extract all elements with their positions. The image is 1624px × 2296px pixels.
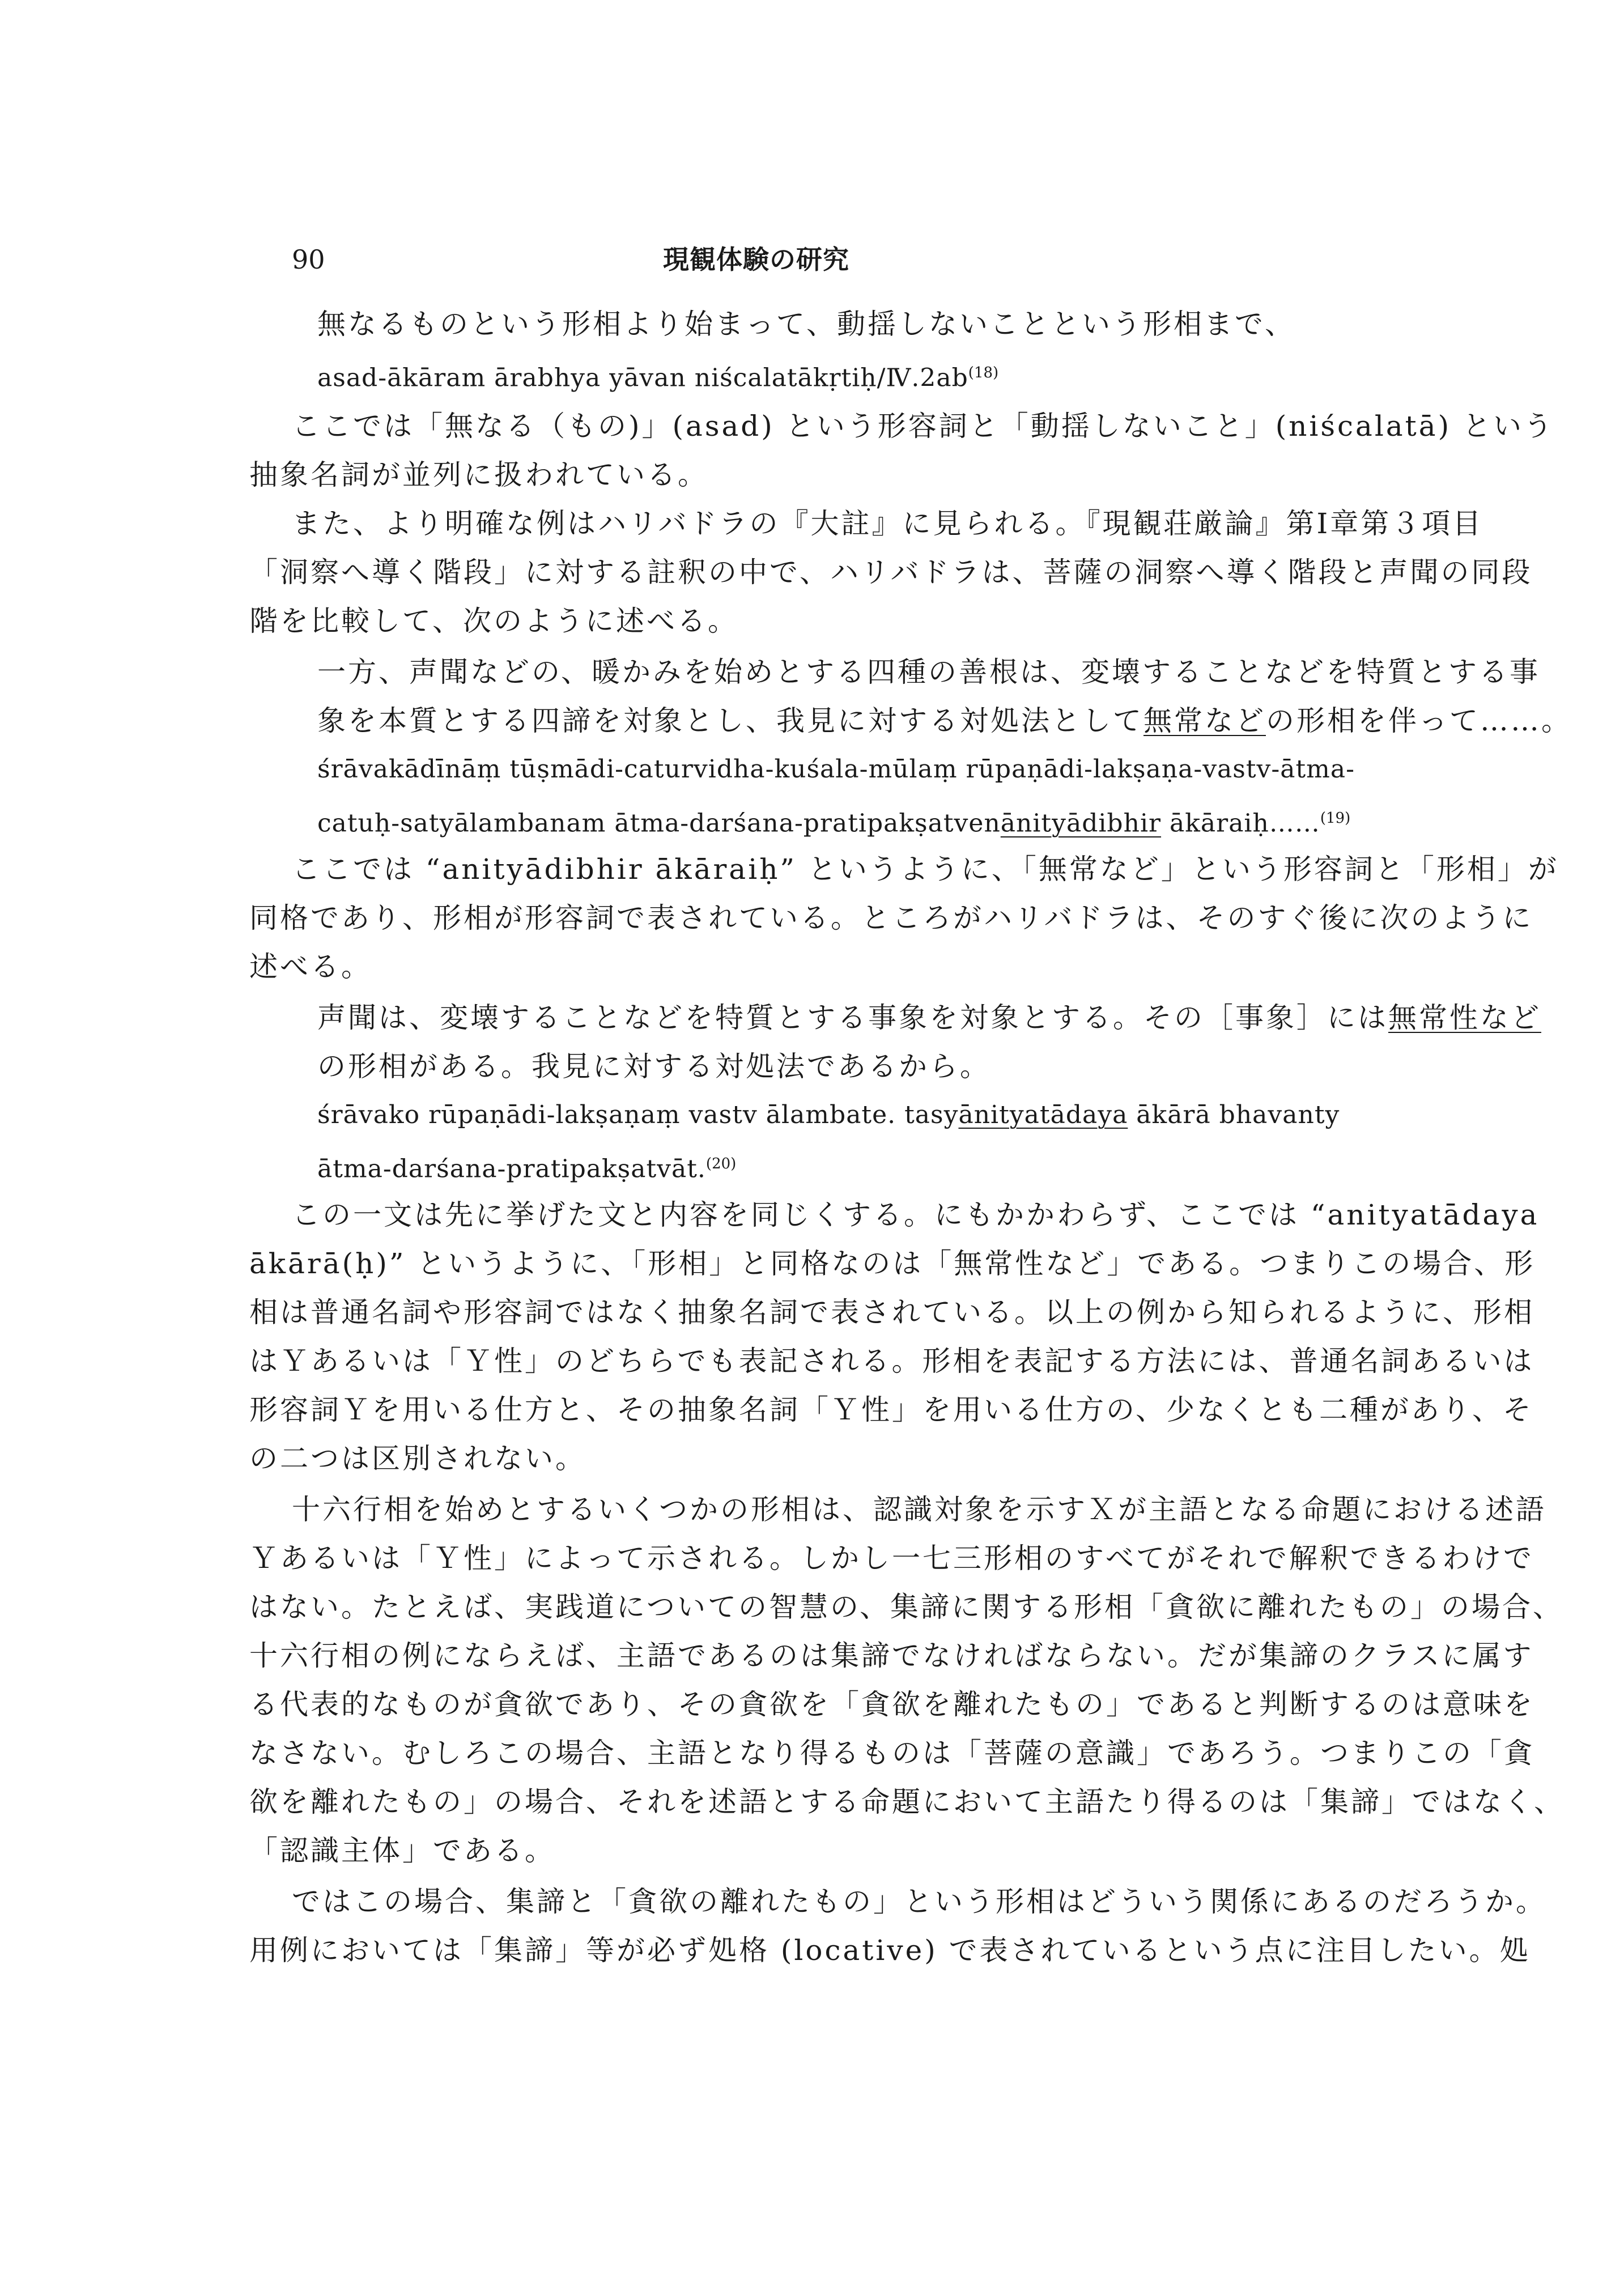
paragraph-line: 「認識主体」である。	[249, 1834, 555, 1867]
paragraph-line: 十六行相を始めとするいくつかの形相は、認識対象を示すＸが主語となる命題における述語	[292, 1493, 1546, 1526]
underlined-term: 無常など	[1143, 704, 1266, 737]
quote-text: の形相を伴って……。	[1266, 704, 1572, 737]
quote-text: ākāraiḥ……	[1161, 809, 1320, 838]
paragraph-line: 十六行相の例にならえば、主語であるのは集諦でなければならない。だが集諦のクラスに属す	[249, 1639, 1534, 1672]
quote-3-sanskrit	[317, 1095, 1340, 1136]
paragraph-line: はＹあるいは「Ｙ性」のどちらでも表記される。形相を表記する方法には、普通名詞あるいは	[249, 1345, 1534, 1377]
running-title: 現観体験の研究	[663, 244, 849, 275]
paragraph-line: 抽象名詞が並列に扱われている。	[249, 458, 708, 491]
note-ref-19: (19)	[1320, 810, 1351, 827]
quote-1-ja: 無なるものという形相より始まって、動揺しないことという形相まで、	[317, 308, 1295, 341]
quote-2-ja: 一方、声聞などの、暖かみを始めとする四種の善根は、変壊することなどを特質とする事	[317, 656, 1540, 688]
paragraph-line: 同格であり、形相が形容詞で表されている。ところがハリバドラは、そのすぐ後に次のように	[249, 902, 1533, 934]
quote-2-sanskrit: śrāvakādīnāṃ tūṣmādi-caturvidha-kuśala-mūlaṃ rūpaṇādi-lakṣaṇa-vastv-ātma-	[317, 755, 1355, 784]
quote-text: catuḥ-satyālambanam ātma-darśana-pratipakṣatven	[317, 809, 1001, 838]
page-number: 90	[292, 244, 325, 275]
quote-3-ja	[317, 997, 1541, 1038]
quote-text: 声聞は、変壊することなどを特質とする事象を対象とする。その［事象］には	[317, 1001, 1388, 1034]
underlined-term: ānityādibhir	[1000, 809, 1162, 838]
paragraph-line: 相は普通名詞や形容詞ではなく抽象名詞で表されている。以上の例から知られるように、形相	[249, 1296, 1534, 1329]
paragraph-line: ここでは「無なる（もの)」(asad) という形容詞と「動揺しないこと」(niścalatā) という	[292, 410, 1554, 443]
paragraph-line: の二つは区別されない。	[249, 1442, 586, 1475]
paragraph-line: 用例においては「集諦」等が必ず処格 (locative) で表されているという点に注目したい。処	[249, 1934, 1531, 1967]
quote-text: ātma-darśana-pratipakṣatvāt.	[317, 1154, 706, 1184]
paragraph-line: ではこの場合、集諦と「貪欲の離れたもの」という形相はどういう関係にあるのだろうか。	[292, 1885, 1546, 1918]
quote-2-ja	[317, 700, 1572, 741]
paragraph-line: ここでは “anityādibhir ākāraiḥ” というように、「無常など」という形容詞と「形相」が	[292, 853, 1559, 886]
quote-3-sanskrit	[317, 1143, 736, 1190]
quote-text: śrāvako rūpaṇādi-lakṣaṇaṃ vastv ālambate. tasy	[317, 1100, 959, 1129]
paragraph-line: 「洞察へ導く階段」に対する註釈の中で、ハリバドラは、菩薩の洞察へ導く階段と声聞の同段	[249, 556, 1533, 589]
paragraph-line: なさない。むしろこの場合、主語となり得るものは「菩薩の意識」であろう。つまりこの「貪	[249, 1737, 1534, 1770]
quote-text: 象を本質とする四諦を対象とし、我見に対する対処法として	[317, 704, 1143, 737]
paragraph-line: はない。たとえば、実践道についての智慧の、集諦に関する形相「貪欲に離れたもの」の場合、	[249, 1591, 1563, 1623]
quote-1-sanskrit-text: asad-ākāram ārabhya yāvan niścalatākṛtiḥ/Ⅳ.2ab	[317, 363, 968, 393]
note-ref-18: (18)	[968, 364, 999, 381]
paragraph-line: また、より明確な例はハリバドラの『大註』に見られる。『現観荘厳論』第Ⅰ章第３項目	[292, 507, 1483, 540]
note-ref-20: (20)	[705, 1155, 737, 1172]
paragraph-line: 形容詞Ｙを用いる仕方と、その抽象名詞「Ｙ性」を用いる仕方の、少なくとも二種があり、そ	[249, 1393, 1533, 1426]
paragraph-line: る代表的なものが貪欲であり、その貪欲を「貪欲を離れたもの」であると判断するのは意味を	[249, 1688, 1534, 1721]
quote-3-ja: の形相がある。我見に対する対処法であるから。	[317, 1050, 990, 1083]
underlined-term: 無常性など	[1388, 1001, 1541, 1034]
paragraph-line: 述べる。	[249, 950, 372, 983]
paragraph-line: この一文は先に挙げた文と内容を同じくする。にもかかわらず、ここでは “anityatādaya	[292, 1198, 1540, 1231]
quote-1-sanskrit	[317, 352, 998, 399]
quote-text: ākārā bhavanty	[1128, 1100, 1340, 1129]
paragraph-line: 欲を離れたもの」の場合、それを述語とする命題において主語たり得るのは「集諦」ではなく、	[249, 1785, 1565, 1818]
paragraph-line: ākārā(ḥ)” というように、「形相」と同格なのは「無常性など」である。つまりこの場合、形	[249, 1247, 1536, 1280]
quote-2-sanskrit	[317, 798, 1350, 844]
paragraph-line: 階を比較して、次のように述べる。	[249, 605, 738, 637]
paragraph-line: Ｙあるいは「Ｙ性」によって示される。しかし一七三形相のすべてがそれで解釈できるわけで	[249, 1542, 1534, 1575]
underlined-term: ānityatādaya	[958, 1100, 1128, 1129]
